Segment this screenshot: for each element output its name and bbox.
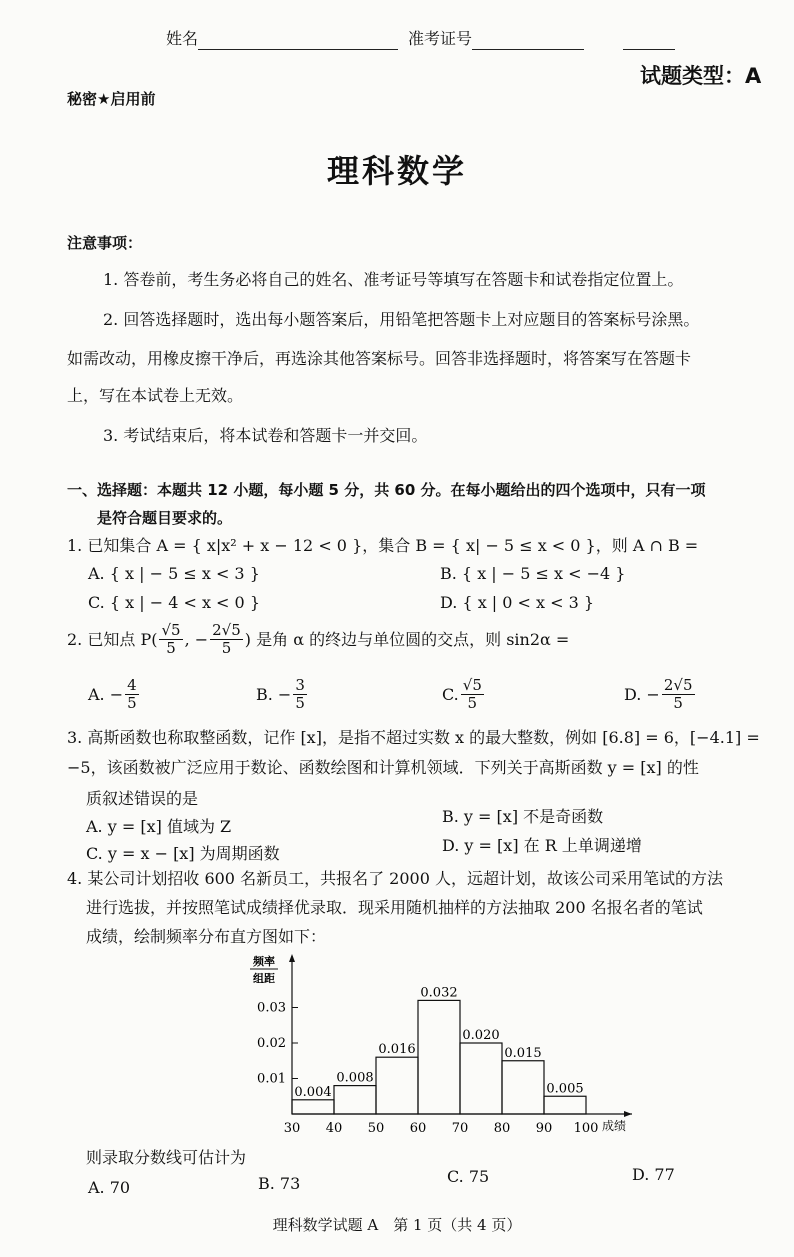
q2-c-den: 5 [467, 694, 478, 712]
q3-option-a: A. y = [x] 值域为 Z [86, 817, 232, 836]
q1-option-d: D. { x | 0 < x < 3 } [440, 593, 595, 612]
q2-point-x [159, 622, 182, 657]
q4-option-c: C. 75 [447, 1167, 490, 1186]
x-tick-label: 80 [493, 1121, 511, 1136]
q2-a-den: 5 [127, 694, 137, 712]
x-tick-label: 100 [573, 1121, 599, 1136]
q2-option-a [88, 677, 141, 712]
histogram-bar [502, 1061, 544, 1114]
q3-option-d: D. y = [x] 在 R 上单调递增 [442, 836, 642, 855]
q1-option-a: A. { x | − 5 ≤ x < 3 } [88, 564, 260, 583]
q2-prefix: 2. 已知点 P( [67, 629, 158, 649]
y-tick-label: 0.02 [257, 1036, 286, 1051]
q2-a-num: 4 [127, 676, 137, 694]
q2-px-den: 5 [166, 639, 176, 657]
q1-stem: 1. 已知集合 A = { x|x² + x − 12 < 0 }，集合 B = { x| − 5 ≤ x < 0 }，则 A ∩ B = [67, 536, 699, 555]
name-underline [198, 33, 398, 50]
q4-line-1: 4. 某公司计划招收 600 名新员工，共报名了 2000 人，远超计划，故该公司采用笔试的方法 [67, 869, 723, 888]
q2-b-label: B. − [256, 684, 292, 704]
page-footer: 理科数学试题 A 第 1 页（共 4 页） [272, 1216, 522, 1234]
q2-b-frac [293, 677, 307, 712]
notice-line-2c: 上，写在本试卷上无效。 [67, 386, 244, 405]
x-axis-label: 成绩 [601, 1119, 627, 1133]
notice-heading: 注意事项： [67, 234, 143, 252]
page-title: 理科数学 [326, 152, 467, 190]
y-tick-label: 0.01 [257, 1071, 286, 1087]
q4-line-2: 进行选拔，并按照笔试成绩择优录取．现采用随机抽样的方法抽取 200 名报名者的笔试 [86, 898, 703, 917]
q2-c-num: √5 [462, 676, 482, 694]
q4-line-3: 成绩，绘制频率分布直方图如下： [86, 927, 327, 946]
q2-d-label: D. − [624, 684, 660, 704]
histogram-bar [292, 1100, 334, 1114]
q2-py-den: 5 [221, 639, 232, 657]
q3-line-2: −5，该函数被广泛应用于数论、函数绘图和计算机领域．下列关于高斯函数 y = [x] 的性 [67, 758, 699, 777]
q3-option-c: C. y = x − [x] 为周期函数 [86, 844, 280, 863]
bar-value-label: 0.004 [294, 1084, 332, 1100]
bar-value-label: 0.015 [504, 1045, 542, 1061]
q3-line-1: 3. 高斯函数也称取整函数，记作 [x]，是指不超过实数 x 的最大整数，例如 [6.8] = 6，[−4.1] = [67, 728, 760, 747]
q4-after-text: 则录取分数线可估计为 [86, 1148, 247, 1167]
bar-value-label: 0.008 [336, 1070, 374, 1086]
notice-line-3: 3. 考试结束后，将本试卷和答题卡一并交回。 [103, 426, 428, 445]
notice-line-2b: 如需改动，用橡皮擦干净后，再选涂其他答案标号。回答非选择题时，将答案写在答题卡 [67, 349, 692, 368]
q2-d-num: 2√5 [663, 676, 693, 694]
q2-px-num: √5 [161, 621, 181, 639]
y-axis-label-bottom: 组距 [253, 972, 275, 985]
q1-option-c: C. { x | − 4 < x < 0 } [88, 593, 260, 612]
section-heading-line-1: 一、选择题：本题共 12 小题，每小题 5 分，共 60 分。在每小题给出的四个选项中，只有一项 [67, 481, 706, 499]
q2-b-num: 3 [295, 676, 305, 694]
x-tick-label: 30 [283, 1121, 301, 1136]
bar-value-label: 0.020 [462, 1028, 500, 1043]
q2-d-frac [662, 677, 695, 712]
q2-a-frac [125, 677, 139, 712]
x-tick-label: 70 [451, 1121, 469, 1136]
q4-option-b: B. 73 [258, 1174, 301, 1193]
x-tick-label: 50 [367, 1121, 385, 1136]
q2-point-y [210, 622, 243, 657]
y-tick-label: 0.03 [257, 1000, 286, 1016]
exam-number-underline [472, 33, 584, 50]
bar-value-label: 0.016 [378, 1042, 416, 1058]
q2-b-den: 5 [295, 694, 305, 712]
notice-line-2a: 2. 回答选择题时，选出每小题答案后，用铅笔把答题卡上对应题目的答案标号涂黑。 [103, 310, 700, 329]
q2-c-frac [461, 677, 484, 712]
name-label: 姓名 [166, 29, 199, 48]
bar-value-label: 0.032 [420, 985, 458, 1001]
q2-option-c [442, 677, 486, 712]
x-tick-label: 90 [535, 1121, 553, 1136]
q2-a-label: A. − [88, 684, 124, 704]
histogram-bar [334, 1086, 376, 1114]
histogram-bar [376, 1057, 418, 1114]
histogram-bar [460, 1043, 502, 1114]
x-tick-label: 40 [325, 1121, 343, 1136]
q2-d-den: 5 [673, 694, 683, 712]
q4-option-d: D. 77 [632, 1165, 675, 1184]
name-field [166, 28, 398, 50]
q3-option-b: B. y = [x] 不是奇函数 [442, 807, 604, 826]
y-axis-arrow [289, 954, 295, 962]
extra-underline [623, 33, 675, 50]
q1-option-b: B. { x | − 5 ≤ x < −4 } [440, 564, 626, 583]
histogram-bar [544, 1096, 586, 1114]
section-heading-line-2: 是符合题目要求的。 [97, 509, 233, 527]
q2-py-num: 2√5 [212, 621, 241, 639]
histogram-bar [418, 1000, 460, 1114]
notice-line-1: 1. 答卷前，考生务必将自己的姓名、准考证号等填写在答题卡和试卷指定位置上。 [103, 270, 684, 289]
q2-option-b [256, 677, 309, 712]
x-axis-arrow [624, 1111, 632, 1117]
q3-line-3: 质叙述错误的是 [86, 789, 199, 808]
bar-value-label: 0.005 [546, 1081, 584, 1097]
q2-stem [67, 622, 569, 657]
exam-type: 试题类型：A [640, 64, 762, 88]
y-axis-label-top: 频率 [253, 955, 275, 968]
q2-suffix: ) 是角 α 的终边与单位圆的交点，则 sin2α = [244, 629, 570, 649]
q4-option-a: A. 70 [88, 1178, 131, 1197]
exam-number-field [408, 28, 675, 50]
q2-sep: , − [184, 629, 209, 649]
exam-number-label: 准考证号 [408, 29, 473, 48]
frequency-histogram [240, 948, 640, 1138]
q2-c-label: C. [442, 684, 459, 704]
x-tick-label: 60 [409, 1121, 427, 1136]
q2-option-d [624, 677, 697, 712]
confidential-mark: 秘密★启用前 [67, 90, 156, 108]
